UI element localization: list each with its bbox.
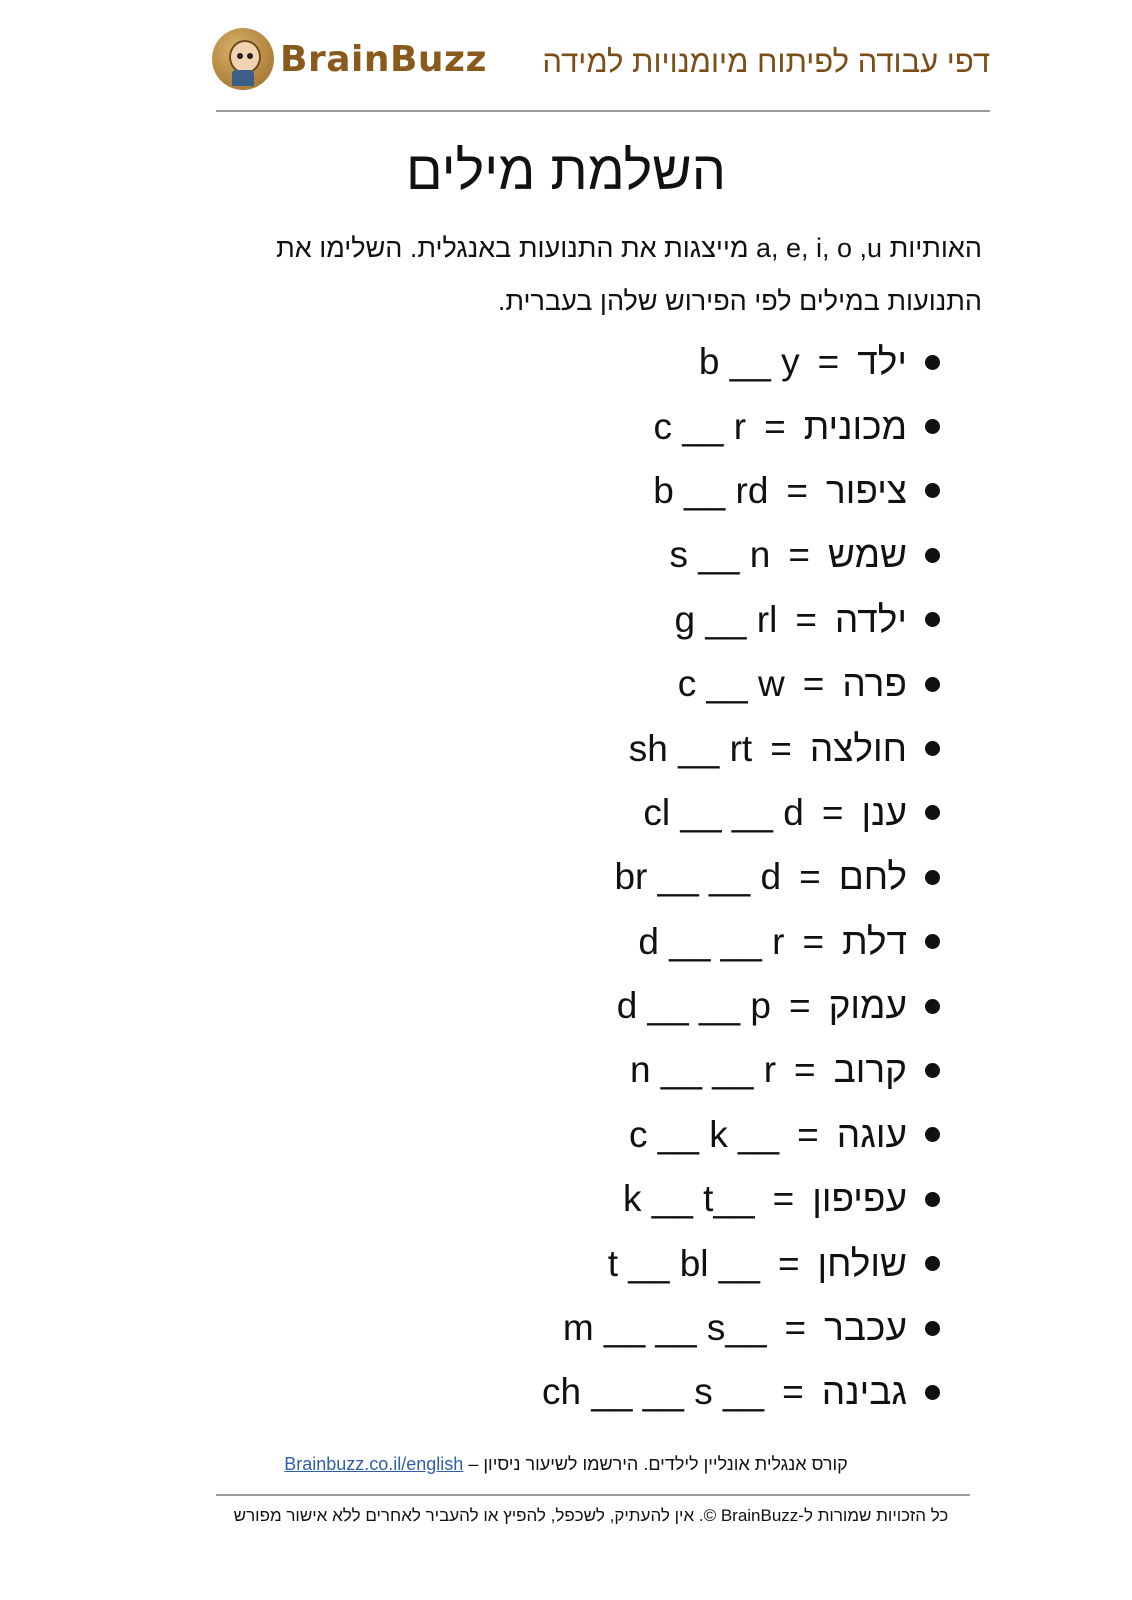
bullet-icon xyxy=(925,934,940,949)
equals-sign: = xyxy=(802,663,825,705)
mascot-icon xyxy=(212,28,274,90)
bullet-icon xyxy=(925,1321,940,1336)
english-word-blank[interactable]: c __ w xyxy=(677,663,785,705)
bullet-icon xyxy=(925,612,940,627)
exercise-item xyxy=(340,588,940,652)
bullet-icon xyxy=(925,355,940,370)
hebrew-word: ענן xyxy=(861,791,907,833)
equals-sign: = xyxy=(795,598,817,640)
equals-sign: = xyxy=(770,727,792,769)
bullet-icon xyxy=(925,741,940,756)
equals-sign: = xyxy=(789,985,811,1027)
english-word-blank[interactable]: g __ rl xyxy=(674,598,778,640)
bullet-icon xyxy=(925,548,940,563)
equals-sign: = xyxy=(784,1307,807,1349)
exercise-item xyxy=(340,523,940,587)
bullet-icon xyxy=(925,1127,940,1142)
bullet-icon xyxy=(925,1256,940,1271)
hebrew-word: עמוק xyxy=(828,985,907,1027)
footer-promo-text: קורס אנגלית אונליין לילדים. הירשמו לשיעור ניסיון – xyxy=(463,1454,848,1474)
hebrew-word: דלת xyxy=(842,920,907,962)
english-word-blank[interactable]: b __ y xyxy=(698,341,800,383)
exercise-item xyxy=(340,394,940,458)
english-word-blank[interactable]: k __ t__ xyxy=(622,1178,755,1220)
hebrew-word: לחם xyxy=(838,856,907,898)
exercise-item xyxy=(340,1167,940,1231)
header-title: דפי עבודה לפיתוח מיומנויות למידה xyxy=(542,44,990,79)
hebrew-word: שמש xyxy=(827,534,907,576)
equals-sign: = xyxy=(777,1242,800,1284)
bullet-icon xyxy=(925,483,940,498)
bullet-icon xyxy=(925,1385,940,1400)
equals-sign: = xyxy=(786,469,809,511)
exercise-item xyxy=(340,1103,940,1167)
equals-sign: = xyxy=(788,534,810,576)
footer-link[interactable]: Brainbuzz.co.il/english xyxy=(284,1454,464,1474)
exercise-item xyxy=(340,1038,940,1102)
english-word-blank[interactable]: d __ __ p xyxy=(616,985,771,1027)
page-header xyxy=(216,22,990,112)
english-word-blank[interactable]: c __ r xyxy=(653,405,747,447)
exercise-item xyxy=(340,1296,940,1360)
hebrew-word: ילדה xyxy=(834,598,907,640)
english-word-blank[interactable]: c __ k __ xyxy=(628,1113,780,1155)
equals-sign: = xyxy=(802,920,825,962)
equals-sign: = xyxy=(794,1049,816,1091)
equals-sign: = xyxy=(797,1113,819,1155)
equals-sign: = xyxy=(764,405,786,447)
hebrew-word: מכונית xyxy=(803,405,907,447)
bullet-icon xyxy=(925,677,940,692)
english-word-blank[interactable]: cl __ __ d xyxy=(643,791,804,833)
exercise-item xyxy=(340,459,940,523)
hebrew-word: עוגה xyxy=(836,1113,907,1155)
instructions-text: האותיות a, e, i, o ,u מייצגות את התנועות באנגלית. השלימו את התנועות במילים לפי הפירוש שלהן בעברית. xyxy=(276,233,982,316)
exercise-item xyxy=(340,781,940,845)
hebrew-word: עכבר xyxy=(824,1307,907,1349)
equals-sign: = xyxy=(821,791,844,833)
english-word-blank[interactable]: ch __ __ s __ xyxy=(541,1371,765,1413)
equals-sign: = xyxy=(782,1371,804,1413)
english-word-blank[interactable]: t __ bl __ xyxy=(607,1242,760,1284)
bullet-icon xyxy=(925,1192,940,1207)
exercise-item xyxy=(340,1360,940,1424)
english-word-blank[interactable]: m __ __ s__ xyxy=(562,1307,767,1349)
bullet-icon xyxy=(925,870,940,885)
bullet-icon xyxy=(925,805,940,820)
english-word-blank[interactable]: s __ n xyxy=(669,534,771,576)
exercise-list xyxy=(340,330,940,1425)
brand-logo xyxy=(212,28,487,90)
equals-sign: = xyxy=(799,856,821,898)
footer-divider xyxy=(216,1494,970,1496)
hebrew-word: ילד xyxy=(857,341,907,383)
footer-promo xyxy=(0,1454,1132,1475)
hebrew-word: ציפור xyxy=(826,469,907,511)
hebrew-word: עפיפון xyxy=(812,1178,907,1220)
exercise-item xyxy=(340,910,940,974)
exercise-item xyxy=(340,1231,940,1295)
hebrew-word: קרוב xyxy=(833,1049,907,1091)
exercise-item xyxy=(340,330,940,394)
hebrew-word: פרה xyxy=(842,663,907,705)
brand-name: BrainBuzz xyxy=(280,38,487,80)
page-title: השלמת מילים xyxy=(406,141,726,201)
bullet-icon xyxy=(925,419,940,434)
equals-sign: = xyxy=(772,1178,795,1220)
exercise-item xyxy=(340,845,940,909)
bullet-icon xyxy=(925,1063,940,1078)
hebrew-word: גבינה xyxy=(821,1371,907,1413)
equals-sign: = xyxy=(817,341,840,383)
exercise-item xyxy=(340,652,940,716)
hebrew-word: שולחן xyxy=(817,1242,907,1284)
copyright-text: כל הזכויות שמורות ל-BrainBuzz ©. אין להעתיק, לשכפל, להפיץ או להעביר לאחרים ללא אישור מפורש xyxy=(233,1506,949,1525)
english-word-blank[interactable]: b __ rd xyxy=(653,469,769,511)
english-word-blank[interactable]: br __ __ d xyxy=(614,856,782,898)
exercise-item xyxy=(340,716,940,780)
hebrew-word: חולצה xyxy=(809,727,907,769)
bullet-icon xyxy=(925,999,940,1014)
english-word-blank[interactable]: sh __ rt xyxy=(628,727,753,769)
english-word-blank[interactable]: d __ __ r xyxy=(638,920,785,962)
english-word-blank[interactable]: n __ __ r xyxy=(629,1049,777,1091)
exercise-item xyxy=(340,974,940,1038)
